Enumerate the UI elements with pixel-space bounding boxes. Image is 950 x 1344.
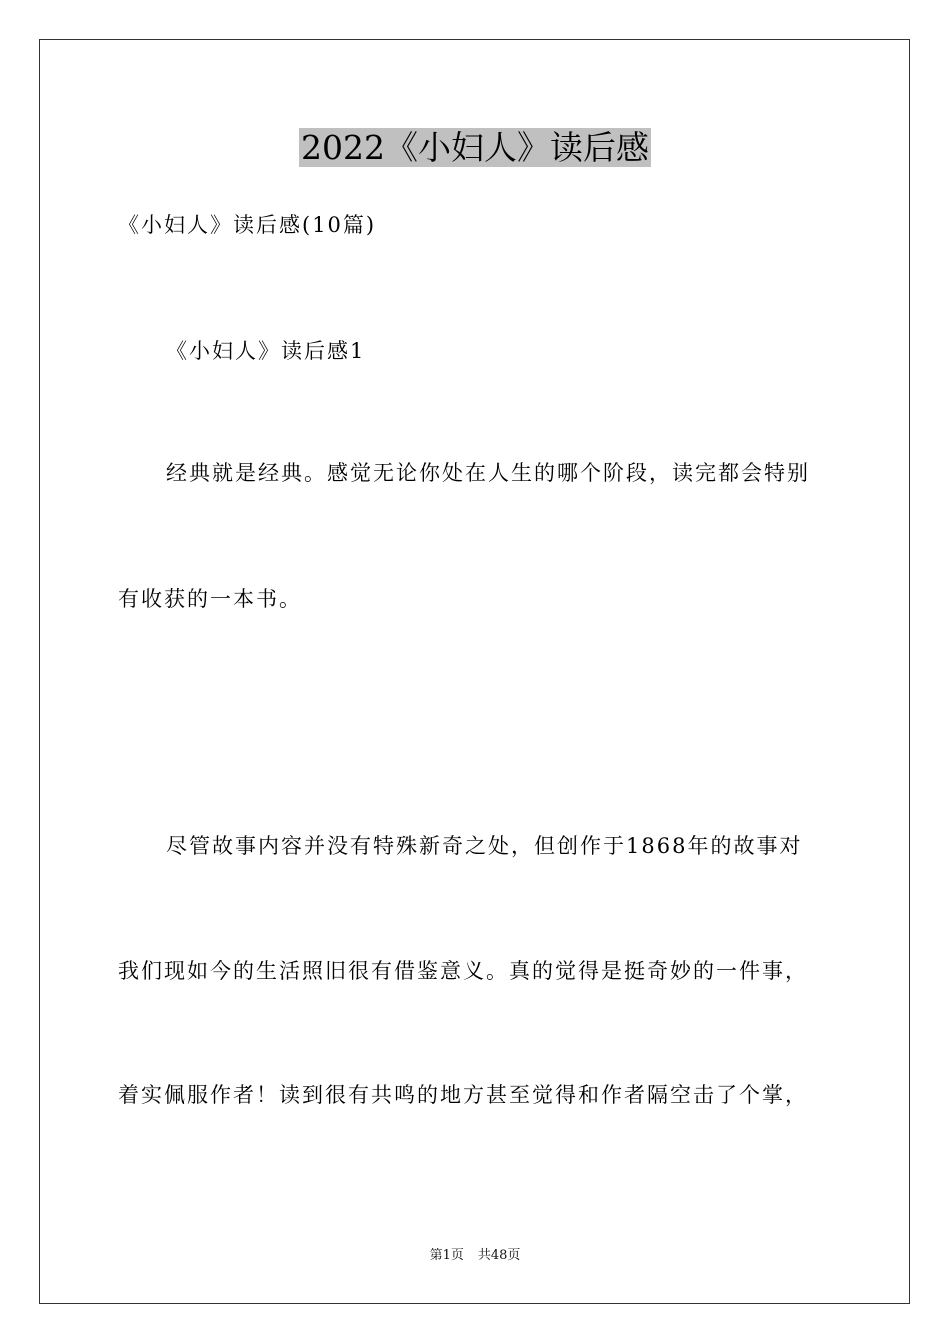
paragraph-line-3: 尽管故事内容并没有特殊新奇之处，但创作于1868年的故事对 bbox=[166, 834, 803, 858]
document-title-text: 2022《小妇人》读后感 bbox=[301, 128, 649, 167]
section-heading: 《小妇人》读后感1 bbox=[166, 339, 366, 363]
paragraph-line-1: 经典就是经典。感觉无论你处在人生的哪个阶段，读完都会特别 bbox=[166, 461, 810, 485]
paragraph-line-4: 我们现如今的生活照旧很有借鉴意义。真的觉得是挺奇妙的一件事， bbox=[118, 959, 808, 983]
document-title bbox=[0, 124, 950, 172]
page-footer bbox=[0, 1246, 950, 1266]
page-total: 共48页 bbox=[477, 1248, 521, 1263]
paragraph-line-5: 着实佩服作者！读到很有共鸣的地方甚至觉得和作者隔空击了个掌， bbox=[118, 1083, 808, 1107]
page-number: 第1页 bbox=[429, 1248, 464, 1263]
document-subtitle: 《小妇人》读后感(10篇) bbox=[118, 213, 377, 237]
paragraph-line-2: 有收获的一本书。 bbox=[118, 587, 302, 611]
